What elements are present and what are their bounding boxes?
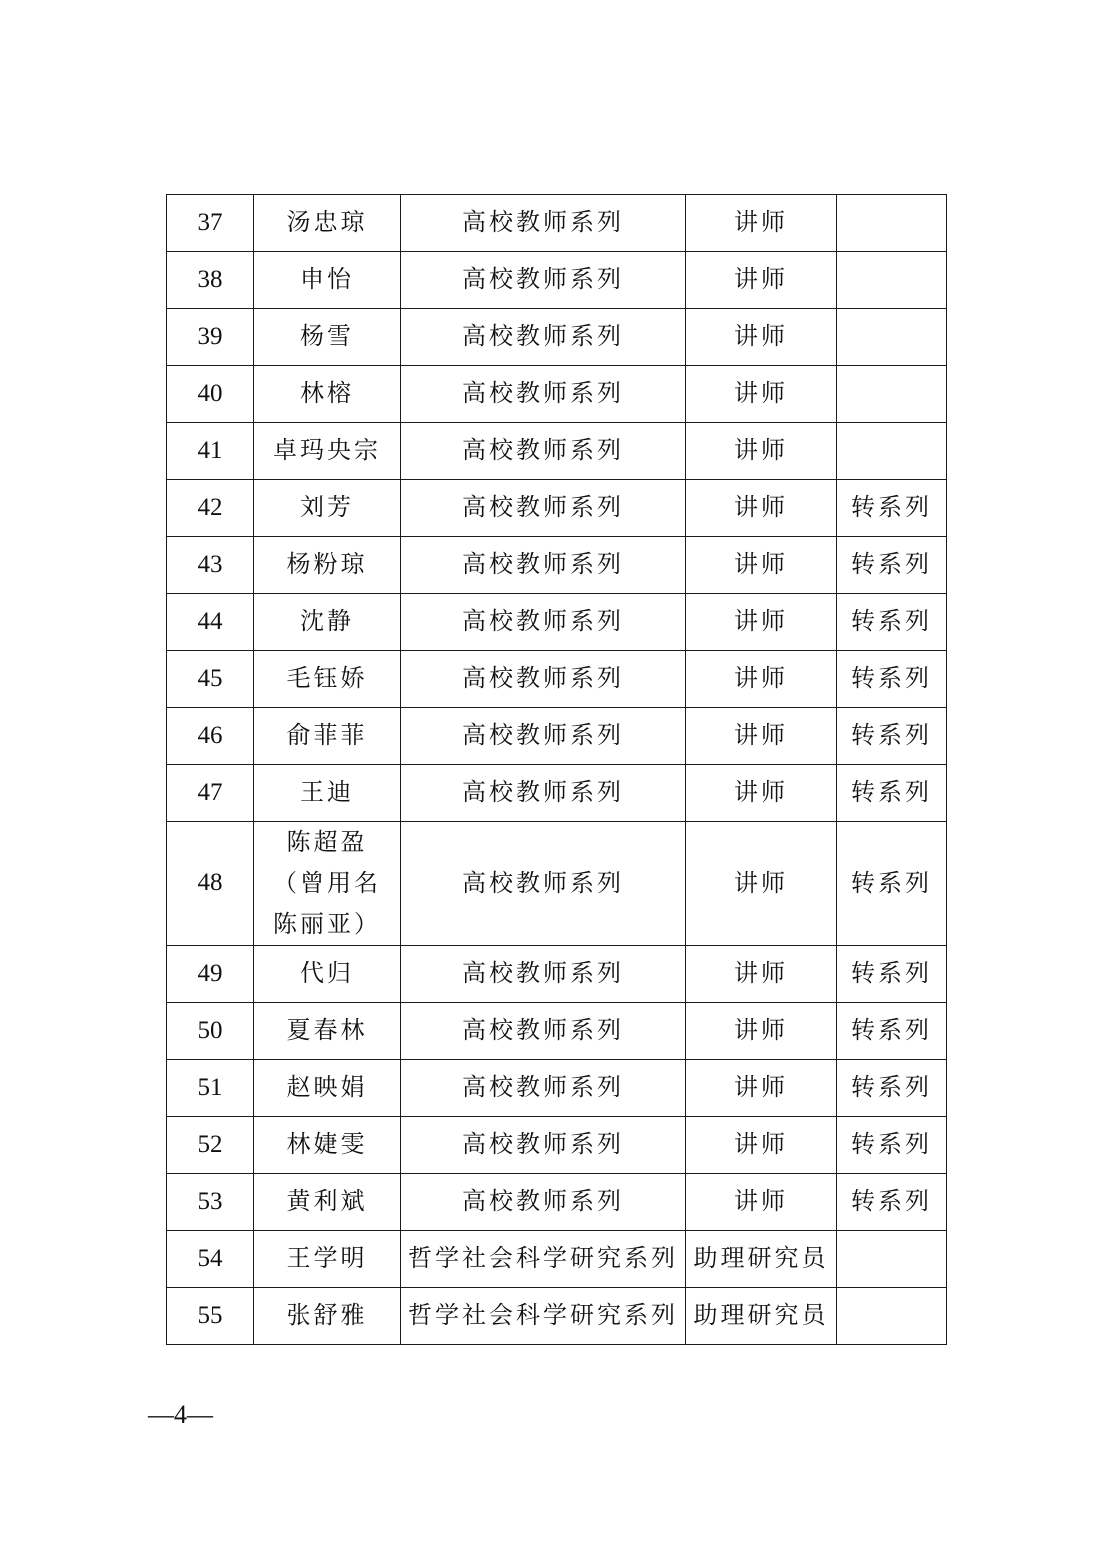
row-number: 41 bbox=[167, 423, 254, 480]
person-name: 林榕 bbox=[254, 366, 401, 423]
title-cell: 讲师 bbox=[686, 480, 837, 537]
person-name: 代归 bbox=[254, 946, 401, 1003]
row-number: 50 bbox=[167, 1003, 254, 1060]
person-name: 毛钰娇 bbox=[254, 651, 401, 708]
note-cell bbox=[837, 195, 947, 252]
note-cell: 转系列 bbox=[837, 708, 947, 765]
person-name: 卓玛央宗 bbox=[254, 423, 401, 480]
table-row bbox=[167, 366, 947, 423]
table-row bbox=[167, 537, 947, 594]
table-row bbox=[167, 822, 947, 946]
row-number: 46 bbox=[167, 708, 254, 765]
person-name: 俞菲菲 bbox=[254, 708, 401, 765]
person-name: 黄利斌 bbox=[254, 1174, 401, 1231]
title-cell: 讲师 bbox=[686, 1060, 837, 1117]
note-cell: 转系列 bbox=[837, 537, 947, 594]
series-cell: 哲学社会科学研究系列 bbox=[401, 1288, 686, 1345]
note-cell bbox=[837, 1231, 947, 1288]
title-cell: 讲师 bbox=[686, 1003, 837, 1060]
row-number: 40 bbox=[167, 366, 254, 423]
person-name: 杨雪 bbox=[254, 309, 401, 366]
title-cell: 讲师 bbox=[686, 423, 837, 480]
note-cell bbox=[837, 366, 947, 423]
roster-table-container bbox=[166, 194, 947, 1345]
series-cell: 高校教师系列 bbox=[401, 1003, 686, 1060]
table-row bbox=[167, 594, 947, 651]
table-row bbox=[167, 1288, 947, 1345]
note-cell: 转系列 bbox=[837, 1003, 947, 1060]
row-number: 44 bbox=[167, 594, 254, 651]
name-line: 陈丽亚） bbox=[273, 910, 381, 938]
row-number: 49 bbox=[167, 946, 254, 1003]
note-cell: 转系列 bbox=[837, 651, 947, 708]
table-row bbox=[167, 1003, 947, 1060]
series-cell: 高校教师系列 bbox=[401, 366, 686, 423]
person-name: 夏春林 bbox=[254, 1003, 401, 1060]
table-row bbox=[167, 309, 947, 366]
series-cell: 高校教师系列 bbox=[401, 537, 686, 594]
series-cell: 哲学社会科学研究系列 bbox=[401, 1231, 686, 1288]
title-cell: 讲师 bbox=[686, 309, 837, 366]
row-number: 37 bbox=[167, 195, 254, 252]
note-cell: 转系列 bbox=[837, 594, 947, 651]
row-number: 42 bbox=[167, 480, 254, 537]
table-row bbox=[167, 1117, 947, 1174]
series-cell: 高校教师系列 bbox=[401, 594, 686, 651]
table-row bbox=[167, 480, 947, 537]
series-cell: 高校教师系列 bbox=[401, 651, 686, 708]
row-number: 47 bbox=[167, 765, 254, 822]
note-cell bbox=[837, 309, 947, 366]
row-number: 53 bbox=[167, 1174, 254, 1231]
row-number: 54 bbox=[167, 1231, 254, 1288]
row-number: 38 bbox=[167, 252, 254, 309]
title-cell: 讲师 bbox=[686, 195, 837, 252]
note-cell: 转系列 bbox=[837, 1060, 947, 1117]
title-cell: 讲师 bbox=[686, 366, 837, 423]
page-number: —4— bbox=[148, 1400, 213, 1429]
note-cell: 转系列 bbox=[837, 822, 947, 946]
note-cell: 转系列 bbox=[837, 1174, 947, 1231]
series-cell: 高校教师系列 bbox=[401, 1060, 686, 1117]
row-number: 43 bbox=[167, 537, 254, 594]
series-cell: 高校教师系列 bbox=[401, 423, 686, 480]
row-number: 48 bbox=[167, 822, 254, 946]
row-number: 55 bbox=[167, 1288, 254, 1345]
table-row bbox=[167, 252, 947, 309]
title-cell: 讲师 bbox=[686, 1117, 837, 1174]
title-cell: 讲师 bbox=[686, 537, 837, 594]
person-name: 刘芳 bbox=[254, 480, 401, 537]
table-row bbox=[167, 195, 947, 252]
person-name bbox=[254, 822, 401, 946]
table-row bbox=[167, 1231, 947, 1288]
note-cell bbox=[837, 1288, 947, 1345]
title-cell: 讲师 bbox=[686, 594, 837, 651]
series-cell: 高校教师系列 bbox=[401, 309, 686, 366]
row-number: 45 bbox=[167, 651, 254, 708]
note-cell bbox=[837, 252, 947, 309]
series-cell: 高校教师系列 bbox=[401, 195, 686, 252]
series-cell: 高校教师系列 bbox=[401, 1174, 686, 1231]
roster-table bbox=[166, 194, 947, 1345]
series-cell: 高校教师系列 bbox=[401, 765, 686, 822]
series-cell: 高校教师系列 bbox=[401, 708, 686, 765]
row-number: 52 bbox=[167, 1117, 254, 1174]
title-cell: 讲师 bbox=[686, 252, 837, 309]
series-cell: 高校教师系列 bbox=[401, 1117, 686, 1174]
series-cell: 高校教师系列 bbox=[401, 252, 686, 309]
table-row bbox=[167, 423, 947, 480]
table-row bbox=[167, 765, 947, 822]
person-name: 杨粉琼 bbox=[254, 537, 401, 594]
note-cell: 转系列 bbox=[837, 765, 947, 822]
title-cell: 讲师 bbox=[686, 708, 837, 765]
note-cell: 转系列 bbox=[837, 946, 947, 1003]
row-number: 51 bbox=[167, 1060, 254, 1117]
series-cell: 高校教师系列 bbox=[401, 822, 686, 946]
person-name: 林婕雯 bbox=[254, 1117, 401, 1174]
person-name: 沈静 bbox=[254, 594, 401, 651]
row-number: 39 bbox=[167, 309, 254, 366]
note-cell: 转系列 bbox=[837, 1117, 947, 1174]
person-name: 赵映娟 bbox=[254, 1060, 401, 1117]
note-cell bbox=[837, 423, 947, 480]
note-cell: 转系列 bbox=[837, 480, 947, 537]
table-row bbox=[167, 946, 947, 1003]
title-cell: 讲师 bbox=[686, 946, 837, 1003]
person-name: 张舒雅 bbox=[254, 1288, 401, 1345]
person-name: 王学明 bbox=[254, 1231, 401, 1288]
series-cell: 高校教师系列 bbox=[401, 480, 686, 537]
person-name: 王迪 bbox=[254, 765, 401, 822]
name-line: 陈超盈 bbox=[286, 828, 368, 856]
table-row bbox=[167, 1174, 947, 1231]
title-cell: 讲师 bbox=[686, 651, 837, 708]
table-row bbox=[167, 1060, 947, 1117]
title-cell: 讲师 bbox=[686, 822, 837, 946]
table-row bbox=[167, 651, 947, 708]
title-cell: 助理研究员 bbox=[686, 1231, 837, 1288]
table-row bbox=[167, 708, 947, 765]
person-name: 申怡 bbox=[254, 252, 401, 309]
name-line: （曾用名 bbox=[273, 869, 381, 897]
title-cell: 助理研究员 bbox=[686, 1288, 837, 1345]
person-name: 汤忠琼 bbox=[254, 195, 401, 252]
title-cell: 讲师 bbox=[686, 765, 837, 822]
title-cell: 讲师 bbox=[686, 1174, 837, 1231]
series-cell: 高校教师系列 bbox=[401, 946, 686, 1003]
